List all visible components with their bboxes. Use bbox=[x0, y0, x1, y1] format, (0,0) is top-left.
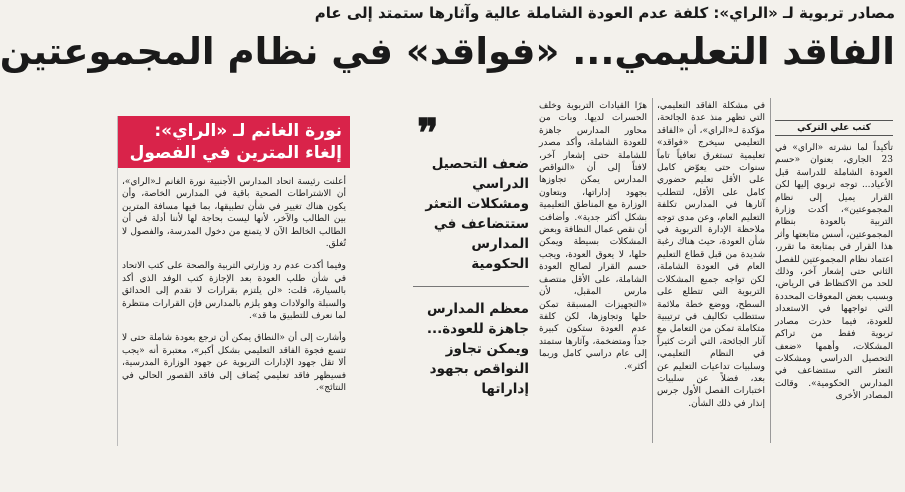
sidebar-box bbox=[117, 116, 350, 446]
quote-mark-icon: ❞ bbox=[417, 110, 439, 157]
sidebar-title: نورة الغانم لـ «الراي»: إلغاء المترين في الفصول bbox=[118, 116, 350, 168]
sidebar-paragraph: أعلنت رئيسة اتحاد المدارس الأجنبية نورة الغانم لـ«الراي»، أن الاشتراطات الصحية باقية في المدارس الخاصة، وأن يكون هناك تغيير في شأن تطبيقها، بما فيها مسافة المترين بين الطالب والآخر، لأنها ليست بحاجة لها لأننا أدلة في أن الطالب الخالط الآن لا يتمنع من دخول المدرسة، والفصول لا تُغلق. bbox=[122, 177, 346, 250]
pull-quote-divider bbox=[413, 286, 529, 287]
article-headline: الفاقد التعليمي... «فواقد» في نظام المجموعتين bbox=[0, 30, 895, 73]
article-kicker: مصادر تربوية لـ «الراي»: كلفة عدم العودة الشاملة عالية وآثارها ستمتد إلى عام bbox=[314, 4, 895, 22]
sidebar-body bbox=[118, 176, 350, 395]
article-column-1 bbox=[775, 142, 893, 492]
article-byline: كتب علي التركي bbox=[775, 120, 893, 136]
article-column-2 bbox=[657, 100, 765, 450]
article-column-3 bbox=[539, 100, 647, 450]
sidebar-paragraph: وفيما أكدت عدم رد وزارتي التربية والصحة على كتب الاتحاد في شأن طلب العودة بعد الإجازة كتب الوفد الذي أكد بالسيارة، قلت: «لن يلتزم بقرارات لا تقدم إلى الحدائق والسبلة والولادات وهو يلزم بالمدارس فإن القرارات منتظرة لما نعرف للتطبيق ما قد». bbox=[122, 261, 346, 322]
pull-quote-1: ضعف التحصيل الدراسي ومشكلات التعثر ستتضاعف في المدارس الحكومية bbox=[425, 156, 529, 272]
column-2-text: في مشكلة الفاقد التعليمي، التي تظهر منذ عدة الجائحة، مؤكدة لـ«الراي»، أن «الفاقد التعليمي سيخرج «فواقد» تعليمية تستغرق تعافياً تاماً سنوات حتى يعوّض كامل على الأقل تعليم حضوري كامل على الأقل، لتتطلب آثارها في المدارس تكلفة التعليم العام، وعن مدى توجه ملاحظة الإدارة التربوية في شأن العودة، حيث هناك رغبة شديدة من قبل قطاع التعليم العام في العودة الشاملة، لكن تواجه جميع المشكلات التربوية التي تتطلع على السطح، ووضع خطة ملائمة ستتطلب تكاليف في ترتيبية متكاملة تمكن من التعامل مع آثار الجائحة، التي أثرت كثيراً في النظام التعليمي، وسلبيات تداعيات التعليم عن بعد، فضلاً عن سلبيات اختبارات الفصل الأول جرس إنذار في ذلك الشأن. bbox=[657, 101, 765, 409]
column-divider bbox=[652, 98, 653, 443]
pull-quotes bbox=[413, 110, 529, 446]
pull-quote-2: معظم المدارس جاهزة للعودة... ويمكن تجاوز النواقص بجهود إداراتها bbox=[426, 301, 529, 397]
column-1-text: تأكيداً لما نشرته «الراي» في 23 الجاري، بعنوان «حسم العودة الشاملة للدراسة قبل الأعياد... توجه تربوي إليها لكن القرار يميل إلى نظام المجموعتين»، أكدت وزارة التربية بالعودة بنظام المجموعتين، أسس متابعتها وأثر هذا القرار في بمتابعة ما تقرر، اعتماد نظام المجموعتين للفصل الثاني حتى إشعار آخر، وذلك للحد من الاكتظاظ في الرياض، وبسبب بعض المعوقات المحددة التي تواجهها في الاستعداد للعودة، فيما حذرت مصادر تربوية فقط من تراكم المشكلات، وأهمها «ضعف التحصيل الدراسي ومشكلات التعثر التي ستتضاعف في المدارس الحكومية». وقالت المصادر الأخرى bbox=[775, 143, 893, 402]
column-divider bbox=[770, 98, 771, 443]
column-3-text: هرًا القيادات التربوية وخلف الحسرات لديها. وبات من محاور المدارس جاهزة للعودة الشاملة، وأكد مصدر للشاملة حتى إشعار آخر، لافتاً إلى أن «النواقص المدارس يمكن تجاوزها بجهود إداراتها، وبتعاون الوزارة مع المناطق التعليمية بشكل أكثر جدية». وأضافت أن نقص عمال النظافة وبعض المشكلات بسيطة ويمكن حلها، لا يعوق العودة، ويجب حسم القرار لصالح العودة الشاملة، على الأقل منتصف مارس المقبل، لأن «التجهيزات المسبقة تمكن حلها وتجاوزها، لكن كلفة عدم العودة ستكون كبيرة جداً ومتضخمة، وآثارها ستمتد إلى عام دراسي كامل وربما أكثر». bbox=[539, 101, 647, 372]
sidebar-paragraph: وأشارت إلى أن «النطاق يمكن أن ترجع بعودة شاملة حتى لا تتسع فجوة الفاقد التعليمي بشكل أكبر»، معتبرة أنه «يجب ألا تقل جهود الإدارات التربوية عن جهود الوزارة المدرسية، فسيظهر فاقد تعليمي يُضاف إلى فاقد القصور الحالي في النتائج». bbox=[122, 333, 346, 394]
